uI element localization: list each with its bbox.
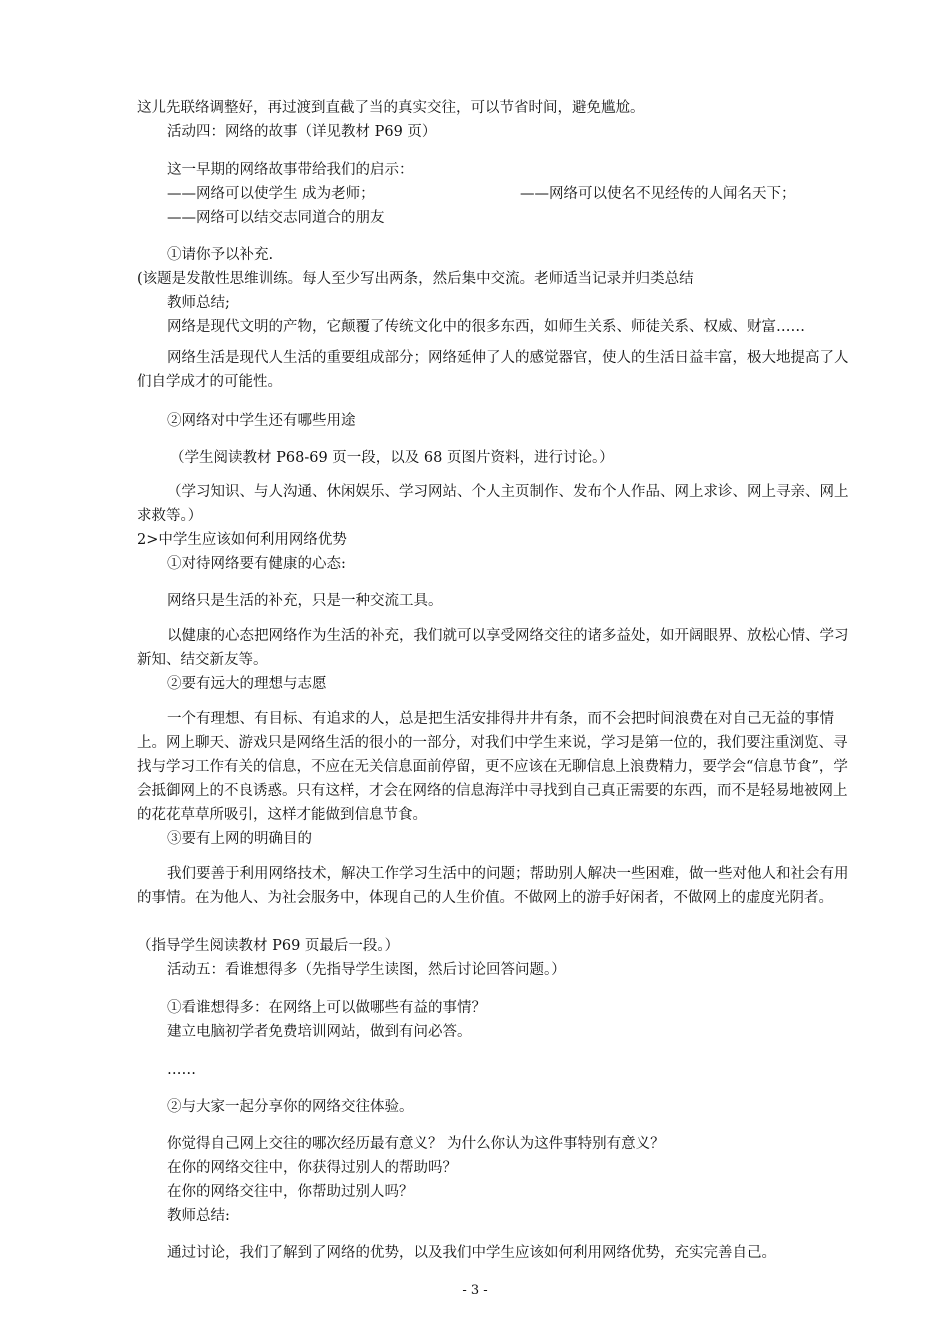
text-line: 这一早期的网络故事带给我们的启示：: [167, 162, 414, 178]
text-line: ②网络对中学生还有哪些用途: [167, 413, 356, 429]
text-line: 在你的网络交往中，你帮助过别人吗？: [167, 1184, 414, 1200]
text-line: 教师总结;: [167, 295, 230, 311]
text-line: ①请你予以补充.: [167, 247, 274, 263]
text-line: ②要有远大的理想与志愿: [167, 676, 327, 692]
list-item: ——网络可以使名不见经传的人闻名天下；: [520, 186, 796, 202]
activity-heading: 活动五：看谁想得多（先指导学生读图，然后讨论回答问题。）: [167, 962, 566, 978]
paragraph: 以健康的心态把网络作为生活的补充，我们就可以享受网络交往的诸多益处，如开阔眼界、放松心情、学习新知、结交新友等。: [137, 628, 849, 668]
text-line: （学生阅读教材 P68-69 页一段，以及 68 页图片资料，进行讨论。）: [170, 450, 614, 466]
text-line: 你觉得自己网上交往的哪次经历最有意义？ 为什么你认为这件事特别有意义？: [167, 1136, 665, 1152]
text-line: （指导学生阅读教材 P69 页最后一段。）: [137, 938, 400, 954]
text-line: 教师总结:: [167, 1208, 230, 1224]
text-line: 这儿先联络调整好，再过渡到直截了当的真实交往，可以节省时间，避免尴尬。: [137, 100, 645, 116]
paragraph: （学习知识、与人沟通、休闲娱乐、学习网站、个人主页制作、发布个人作品、网上求诊、网上寻亲、网上求救等。）: [137, 484, 849, 524]
paragraph: 我们要善于利用网络技术，解决工作学习生活中的问题；帮助别人解决一些困难，做一些对他人和社会有用的事情。在为他人、为社会服务中，体现自己的人生价值。不做网上的游手好闲者，不做网上的虚度光阴者。: [137, 866, 849, 906]
text-line: 在你的网络交往中，你获得过别人的帮助吗？: [167, 1160, 457, 1176]
text-line: (该题是发散性思维训练。每人至少写出两条，然后集中交流。老师适当记录并归类总结: [137, 271, 694, 287]
text-line: ①对待网络要有健康的心态:: [167, 556, 346, 572]
paragraph: 网络生活是现代人生活的重要组成部分；网络延伸了人的感觉器官，使人的生活日益丰富，极大地提高了人们自学成才的可能性。: [137, 350, 849, 390]
activity-heading: 活动四：网络的故事（详见教材 P69 页）: [167, 124, 437, 140]
list-item: ——网络可以使学生 成为老师；: [167, 186, 375, 202]
paragraph: 一个有理想、有目标、有追求的人，总是把生活安排得井井有条，而不会把时间浪费在对自己无益的事情上。网上聊天、游戏只是网络生活的很小的一部分，对我们中学生来说，学习是第一位的，我们要注重浏览、寻找与学习工作有关的信息，不应在无关信息面前停留，更不应该在无聊信息上浪费精力，要学会“信息节食”，学会抵御网上的不良诱惑。只有这样，才会在网络的信息海洋中寻找到自己真正需要的东西，而不是轻易地被网上的花花草草所吸引，这样才能做到信息节食。: [137, 711, 848, 823]
list-item: ——网络可以结交志同道合的朋友: [167, 210, 385, 226]
text-line: 建立电脑初学者免费培训网站，做到有问必答。: [167, 1024, 472, 1040]
ellipsis-line: ……: [167, 1062, 196, 1078]
text-line: 通过讨论，我们了解到了网络的优势，以及我们中学生应该如何利用网络优势，充实完善自己。: [167, 1245, 776, 1261]
page-number: - 3 -: [462, 1283, 488, 1298]
text-line: 网络是现代文明的产物，它颠覆了传统文化中的很多东西，如师生关系、师徒关系、权威、财富……: [167, 319, 805, 335]
section-heading: 2>中学生应该如何利用网络优势: [137, 532, 347, 548]
text-line: ①看谁想得多：在网络上可以做哪些有益的事情？: [167, 1000, 486, 1016]
text-line: ③要有上网的明确目的: [167, 831, 312, 847]
text-line: 网络只是生活的补充，只是一种交流工具。: [167, 593, 443, 609]
text-line: ②与大家一起分享你的网络交往体验。: [167, 1099, 414, 1115]
